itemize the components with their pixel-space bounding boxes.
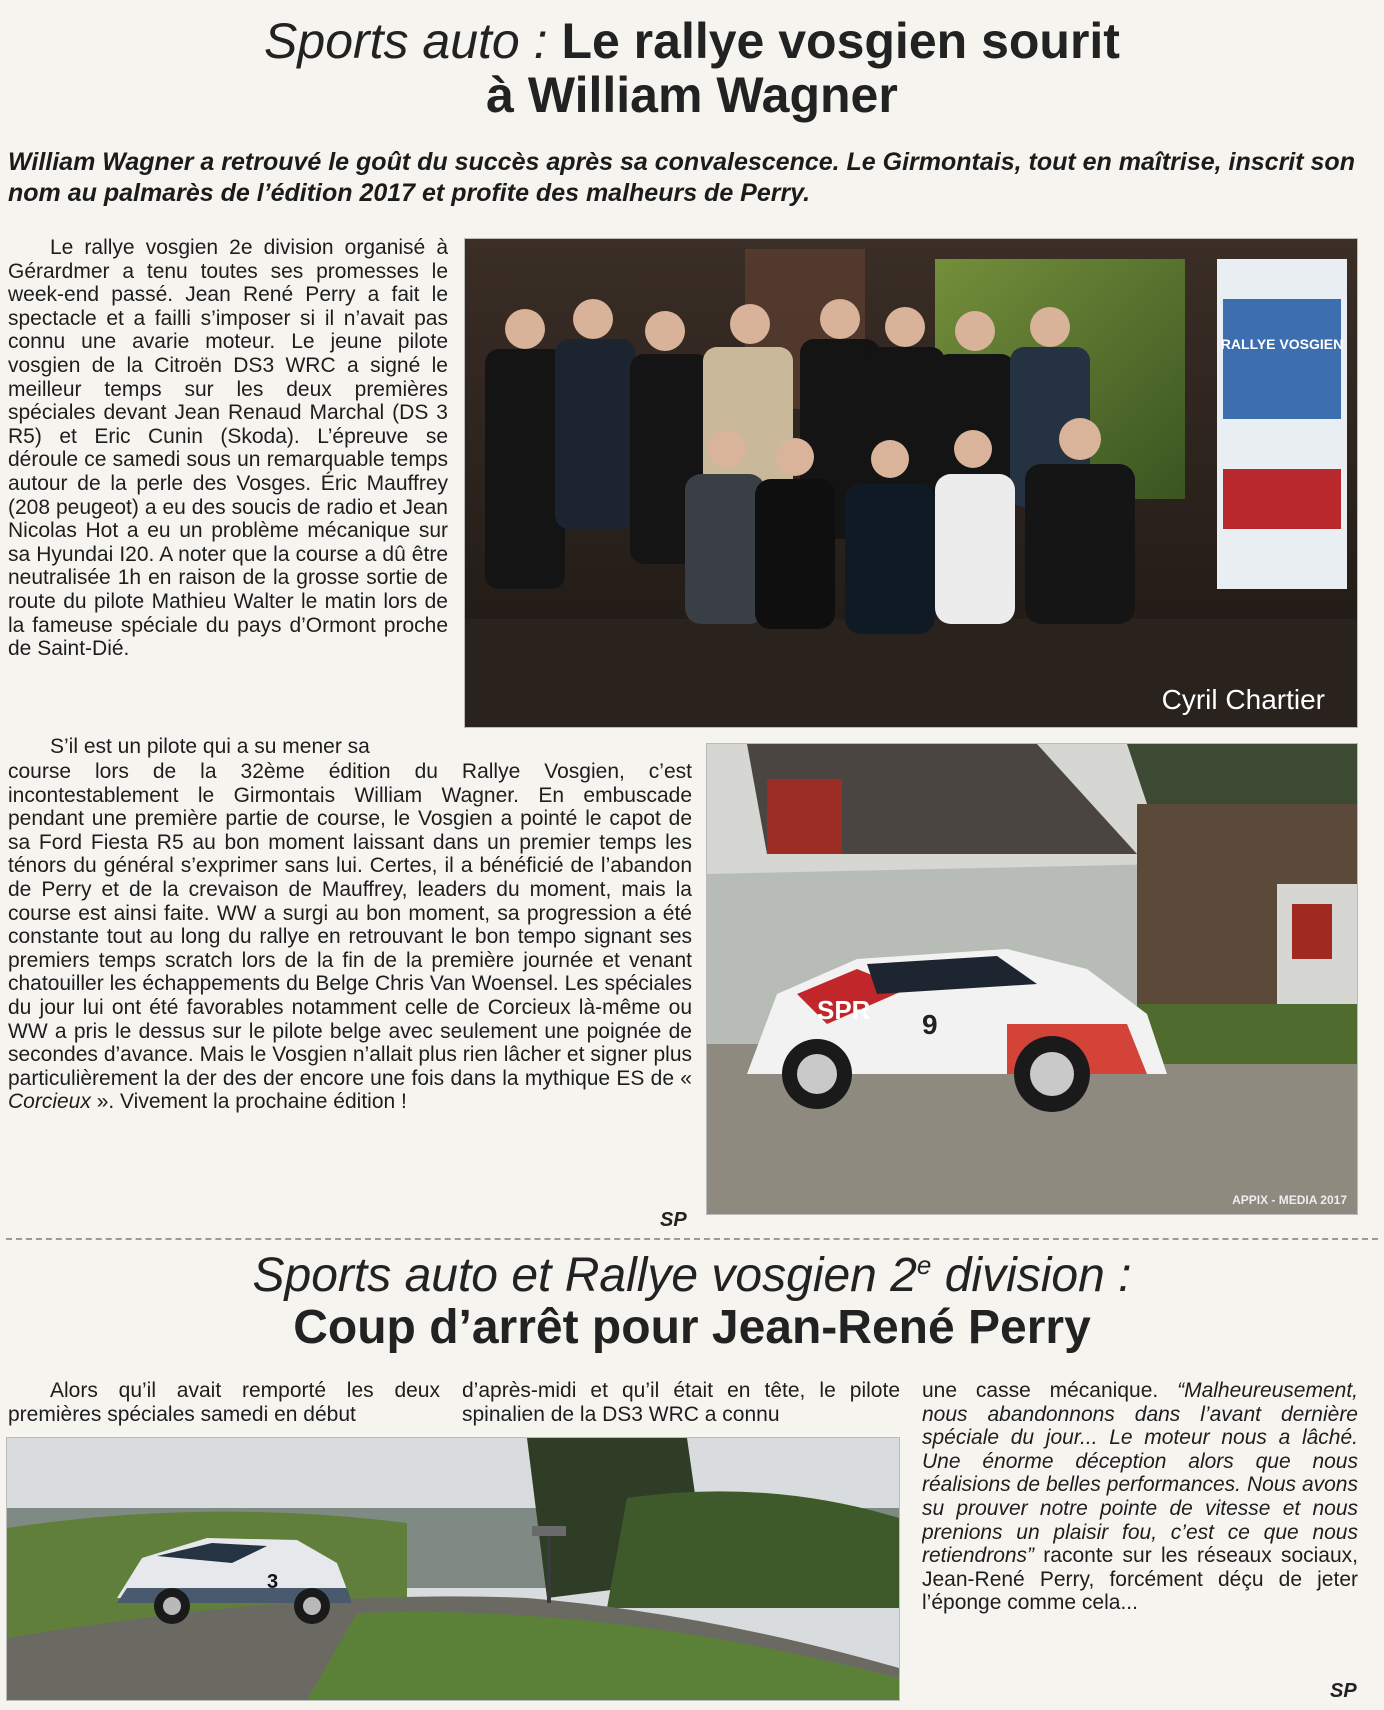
article1-headline [0, 14, 1384, 122]
article2-kicker-line [0, 1250, 1384, 1302]
article1-kicker: Sports auto : [264, 13, 548, 69]
article2-col3-lead: une casse mécanique. [922, 1379, 1178, 1402]
article2-kicker: Sports auto et Rallye vosgien 2 [252, 1249, 917, 1302]
banner-text: RALLYE VOSGIEN [1220, 336, 1344, 352]
article2-signature: SP [1330, 1680, 1357, 1702]
perry-car-image [7, 1438, 899, 1700]
article1-paragraph2 [8, 760, 692, 1114]
article1-paragraph2-column [8, 760, 692, 1200]
article1-signature: SP [660, 1209, 687, 1231]
article2-col3-quote: “Malheureusement, nous abandonnons dans l’avant dernière spéciale du jour... Le moteur nous a lâché. Une énorme déception alors que nous réalisions de belles performances. Nous avons su prouver notre pointe de vitesse et nous prenions un plaisir fou, c’est ce que nous retiendrons” [922, 1379, 1358, 1568]
article1-paragraph1: Le rallye vosgien 2e division organisé à Gérardmer a tenu toutes ses promesses le week-end passé. Jean René Perry a fait le spectacle et a failli s’imposer si il n’avait pas connu une avarie moteur. Le jeune pilote vosgien de la Citroën DS3 WRC a signé le meilleur temps sur les deux premières spéciales devant Jean Renaud Marchal (DS 3 R5) et Eric Cunin (Skoda). L’épreuve se déroule ce samedi sous un remarquable temps autour de la perle des Vosges. Éric Mauffrey (208 peugeot) a eu des soucis de radio et Jean Nicolas Hot a eu un problème mécanique sur sa Hyundai I20. A noter que la course a dû être neutralisée 1h en raison de la grosse sortie de route du pilote Mathieu Walter le matin lors de la fameuse spéciale du pays d’Ormont proche de Saint-Dié. [8, 236, 448, 661]
article1-paragraph2-end: ». Vivement la prochaine édition ! [90, 1090, 407, 1114]
article1-title-line1: Le rallye vosgien sourit [561, 13, 1120, 69]
photo1-credit: Cyril Chartier [1161, 684, 1325, 715]
article1-paragraph1-column [8, 236, 448, 726]
perry-car-number: 3 [267, 1571, 279, 1593]
article1-title-line2: à William Wagner [486, 67, 898, 123]
article2-column3 [922, 1379, 1358, 1679]
group-photo [464, 238, 1358, 728]
article1-paragraph2-lead-column [8, 735, 698, 761]
article2-kicker-sup: e [916, 1250, 932, 1280]
article2-kicker-end: division : [931, 1249, 1132, 1302]
article2-column1 [8, 1379, 440, 1429]
article-divider [6, 1238, 1378, 1240]
car-livery-text: SPR [817, 995, 871, 1025]
article2-column2 [462, 1379, 900, 1429]
article1-paragraph2-lead: S’il est un pilote qui a su mener sa [50, 735, 370, 758]
article2-title: Coup d’arrêt pour Jean-René Perry [293, 1300, 1091, 1354]
group-photo-image [465, 239, 1357, 727]
rally-car-photo [706, 743, 1358, 1215]
rally-car-image [707, 744, 1357, 1214]
photo2-credit: APPIX - MEDIA 2017 [1232, 1193, 1347, 1207]
article2-col3-end: raconte sur les réseaux sociaux, Jean-René Perry, forcément déçu de jeter l’éponge comme cela... [922, 1544, 1358, 1615]
article2-col2-text: d’après-midi et qu’il était en tête, le pilote spinalien de la DS3 WRC a connu [462, 1379, 900, 1426]
article2-col1-text: Alors qu’il avait remporté les deux premières spéciales samedi en début [8, 1379, 440, 1426]
car-number: 9 [922, 1009, 938, 1040]
article1-paragraph2-italic: Corcieux [8, 1090, 91, 1114]
article1-standfirst: William Wagner a retrouvé le goût du succès après sa convalescence. Le Girmontais, tout en maîtrise, inscrit son nom au palmarès de l’édition 2017 et profite des malheurs de Perry. [8, 148, 1355, 207]
article2-col3-text [922, 1379, 1358, 1615]
article2-headline [0, 1250, 1384, 1354]
perry-car-photo [6, 1437, 900, 1701]
article1-paragraph2-text: course lors de la 32ème édition du Rallye Vosgien, c’est incontestablement le Girmontais William Wagner. En embuscade pendant une première partie de course, le Vosgien a pointé le capot de sa Ford Fiesta R5 au bon moment laissant dans un premier temps les ténors du général s’exprimer sans lui. Certes, il a bénéficié de l’abandon de Perry et de la crevaison de Mauffrey, leaders du moment, mais la course est ainsi faite. WW a surgi au bon moment, sa progression a été constante tout au long du rallye en retrouvant le bon tempo signant ses premiers temps scratch lors de la fin de la première journée et venant chatouiller les échappements du Belge Chris Van Woensel. Les spéciales du jour lui ont été favorables notamment celle de Corcieux là-même ou WW a pris le dessus sur le pilote belge avec seulement une poignée de secondes d’avance. Mais le Vosgien n’allait plus rien lâcher et signer plus particulièrement la der des der encore une fois dans la mythique ES de « [8, 760, 692, 1090]
